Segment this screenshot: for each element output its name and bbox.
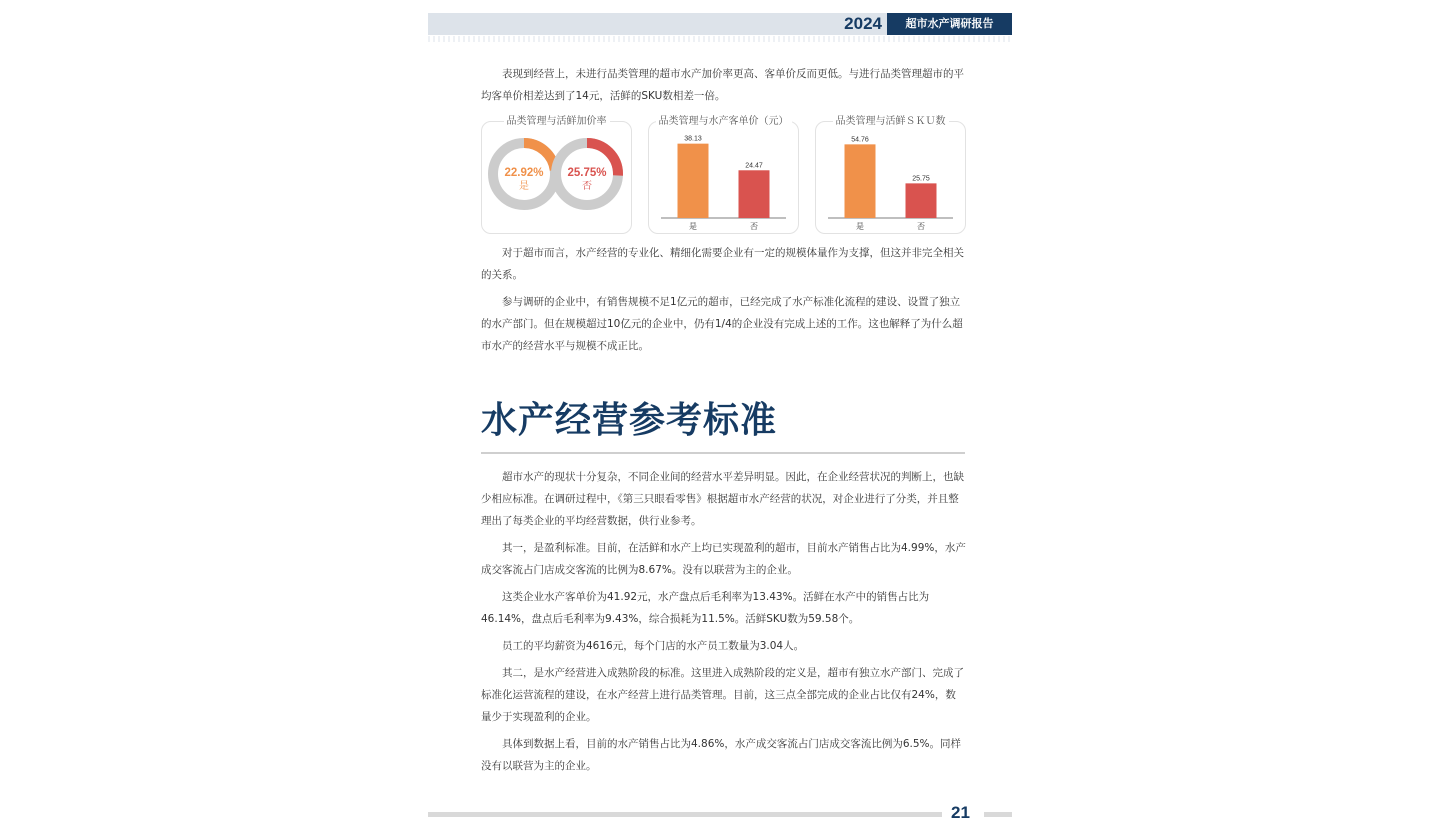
bar-value-label: 54.76 (851, 136, 869, 144)
ticket-price-chart (648, 112, 799, 235)
bar-chart (815, 112, 966, 235)
section-divider (481, 452, 965, 454)
bar-value-label: 25.75 (912, 175, 930, 183)
paragraph: 参与调研的企业中，有销售规模不足1亿元的超市，已经完成了水产标准化流程的建设、设置了独立的水产部门。但在规模超过10亿元的企业中，仍有1/4的企业没有完成上述的工作。这也解释了为什么超市水产的经营水平与规模不成正比。 (481, 296, 963, 352)
bar (678, 144, 709, 218)
bar-chart (648, 112, 799, 235)
middle-section (481, 242, 966, 357)
charts-row (481, 112, 967, 235)
bar (739, 170, 770, 218)
bar (906, 183, 937, 218)
paragraph: 表现到经营上，未进行品类管理的超市水产加价率更高、客单价反而更低。与进行品类管理超市的平均客单价相差达到了14元，活鲜的SKU数相差一倍。 (481, 68, 964, 102)
chart-title: 品类管理与水产客单价（元） (648, 112, 799, 127)
section-title: 水产经营参考标准 (481, 400, 778, 441)
bar-value-label: 24.47 (745, 162, 763, 170)
paragraph: 这类企业水产客单价为41.92元，水产盘点后毛利率为13.43%。活鲜在水产中的销售占比为46.14%，盘点后毛利率为9.43%，综合损耗为11.5%。活鲜SKU数为59.58个。 (481, 591, 930, 625)
chart-title: 品类管理与活鲜ＳＫＵ数 (815, 112, 966, 127)
donut-value-label: 25.75% (567, 167, 607, 179)
paragraph: 其一，是盈利标准。目前，在活鲜和水产上均已实现盈利的超市，目前水产销售占比为4.99%，水产成交客流占门店成交客流的比例为8.67%。没有以联营为主的企业。 (481, 542, 966, 576)
chart-title: 品类管理与活鲜加价率 (481, 112, 632, 127)
paragraph: 对于超市而言，水产经营的专业化、精细化需要企业有一定的规模体量作为支撑，但这并非完全相关的关系。 (481, 247, 964, 281)
donut-category-label: 否 (582, 181, 592, 192)
sku-count-chart (815, 112, 966, 235)
paragraph: 员工的平均薪资为4616元，每个门店的水产员工数量为3.04人。 (502, 640, 805, 652)
footer-rule (428, 812, 942, 817)
bar-value-label: 38.13 (684, 135, 702, 143)
donut-value-label: 22.92% (504, 167, 544, 179)
page-number: 21 (951, 803, 970, 822)
report-page (428, 0, 1012, 830)
category-tick-label: 是 (856, 222, 864, 231)
paragraph: 其二，是水产经营进入成熟阶段的标准。这里进入成熟阶段的定义是，超市有独立水产部门、完成了标准化运营流程的建设，在水产经营上进行品类管理。目前，这三点全部完成的企业占比仅有24%，数量少于实现盈利的企业。 (481, 667, 964, 723)
intro-section (481, 63, 966, 107)
donut-category-label: 是 (519, 181, 529, 192)
category-tick-label: 否 (917, 222, 925, 231)
paragraph: 具体到数据上看，目前的水产销售占比为4.86%，水产成交客流占门店成交客流比例为6.5%。同样没有以联营为主的企业。 (481, 738, 962, 772)
footer-rule-end (984, 812, 1012, 817)
header-dots-divider (428, 36, 1012, 42)
markup-rate-chart (481, 112, 632, 235)
paragraph: 超市水产的现状十分复杂，不同企业间的经营水平差异明显。因此，在企业经营状况的判断上，也缺少相应标准。在调研过程中，《第三只眼看零售》根据超市水产经营的状况，对企业进行了分类，并且整理出了每类企业的平均经营数据，供行业参考。 (481, 471, 964, 527)
header-title: 超市水产调研报告 (887, 13, 1012, 35)
donut-chart (481, 112, 632, 235)
header-year: 2024 (844, 14, 882, 33)
bar (845, 144, 876, 218)
standards-section (481, 466, 966, 777)
category-tick-label: 是 (689, 222, 697, 231)
category-tick-label: 否 (750, 222, 758, 231)
